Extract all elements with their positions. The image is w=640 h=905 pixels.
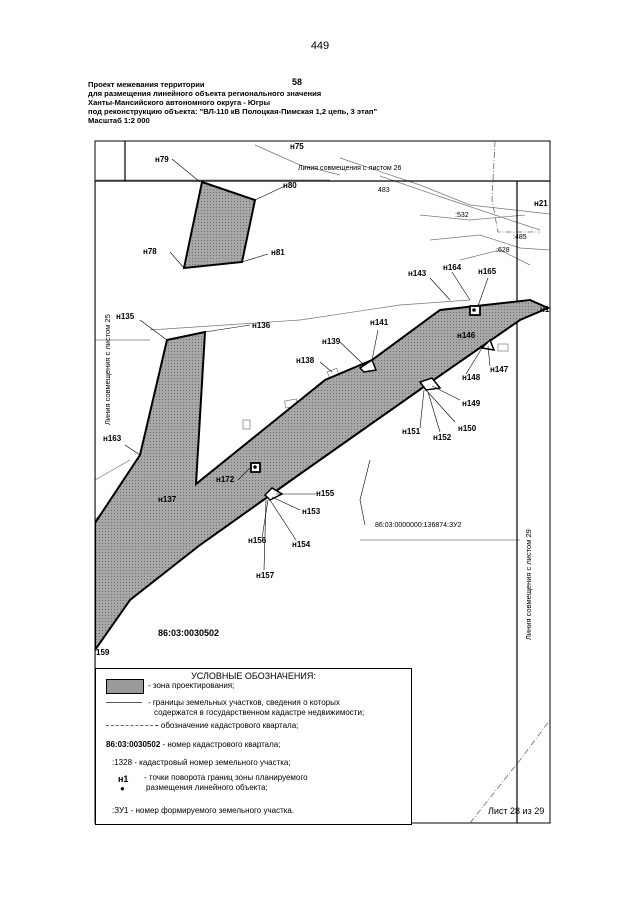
- point-label: н136: [252, 321, 271, 330]
- point-label: н152: [433, 433, 452, 442]
- point-label: н172: [216, 475, 235, 484]
- sheet-footer: Лист 28 из 29: [488, 806, 545, 816]
- parcel-number: :532: [455, 212, 469, 219]
- parcel-number: :628: [496, 247, 510, 254]
- point-label: н153: [302, 507, 321, 516]
- projection-zone: [95, 300, 548, 650]
- projection-zone: [184, 182, 255, 268]
- legend-zone-swatch: [106, 679, 144, 694]
- point-label: н78: [143, 247, 157, 256]
- quarter-number: 86:03:0030502: [158, 628, 220, 638]
- legend-quarter-line-sample: [106, 725, 158, 726]
- point-label: н165: [478, 267, 497, 276]
- point-label: н157: [256, 571, 275, 580]
- header-line-4: под реконструкцию объекта: "ВЛ-110 кВ Полоцкая-Пимская 1,2 цепь, 3 этап": [88, 107, 378, 116]
- point-label: н139: [322, 337, 341, 346]
- point-label: н79: [155, 155, 169, 164]
- legend-title: УСЛОВНЫЕ ОБОЗНАЧЕНИЯ:: [191, 671, 316, 681]
- point-label: н149: [462, 399, 481, 408]
- legend-quarter-desc: - номер кадастрового квартала;: [160, 740, 281, 749]
- point-label: н150: [458, 424, 477, 433]
- point-label: н163: [103, 434, 122, 443]
- junction-label-left: Линия совмещения с листом 25: [103, 314, 112, 425]
- point-label: н80: [283, 181, 297, 190]
- point-label: н155: [316, 489, 335, 498]
- point-label: н156: [248, 536, 267, 545]
- point-label: н143: [408, 269, 427, 278]
- legend-quarter-code: 86:03:0030502: [106, 740, 161, 749]
- point-label: н75: [290, 142, 304, 151]
- page-number: 449: [310, 40, 330, 52]
- legend-zone-label: - зона проектирования;: [148, 681, 235, 690]
- parcel-number: :485: [513, 234, 527, 241]
- point-label: н1: [540, 305, 550, 314]
- legend: [95, 668, 412, 825]
- point-label: н164: [443, 263, 462, 272]
- point-label: н137: [158, 495, 177, 504]
- legend-point-desc-1: - точки поворота границ зоны планируемого: [144, 773, 308, 782]
- header-line-5: Масштаб 1:2 000: [88, 116, 150, 125]
- legend-point-dot: ●: [120, 784, 125, 793]
- point-label: н81: [271, 248, 285, 257]
- sheet-label: 58: [292, 77, 303, 87]
- legend-point-desc-2: размещения линейного объекта;: [146, 783, 268, 792]
- header-line-1: Проект межевания территории: [88, 80, 205, 89]
- point-label: н151: [402, 427, 421, 436]
- junction-label-right: Линия совмещения с листом 29: [524, 529, 533, 640]
- legend-zu-desc: - номер формируемого земельного участка.: [128, 806, 295, 815]
- header-line-3: Ханты-Мансийского автономного округа - Югры: [88, 98, 271, 107]
- legend-border-sample: [106, 702, 142, 713]
- point-label: н146: [457, 331, 476, 340]
- parcel-number: 483: [378, 187, 390, 194]
- parcel-zu-label: 86:03:0000000:136874:ЗУ2: [375, 522, 462, 529]
- point-label: н148: [462, 373, 481, 382]
- point-label: н141: [370, 318, 389, 327]
- quarter-boundary: [492, 141, 540, 232]
- legend-point-code: н1: [118, 774, 129, 784]
- legend-quarter-line-label: - обозначение кадастрового квартала;: [156, 721, 299, 730]
- point-label: н135: [116, 312, 135, 321]
- point-label: 159: [96, 648, 110, 657]
- legend-parcel-code: :1328: [112, 758, 133, 767]
- header-line-2: для размещения линейного объекта регионального значения: [88, 89, 322, 98]
- junction-label-top: Линия совмещения с листом 26: [298, 165, 402, 172]
- legend-parcel-desc: - кадастровый номер земельного участка;: [132, 758, 291, 767]
- legend-zu-code: :ЗУ1: [112, 806, 129, 815]
- point-label: н138: [296, 356, 315, 365]
- point-label: н147: [490, 365, 509, 374]
- point-label: н154: [292, 540, 311, 549]
- point-label: н21: [534, 199, 548, 208]
- legend-borders-line1: - границы земельных участков, сведения о которых: [148, 698, 340, 707]
- legend-borders-line2: содержатся в государственном кадастре недвижимости;: [154, 708, 365, 717]
